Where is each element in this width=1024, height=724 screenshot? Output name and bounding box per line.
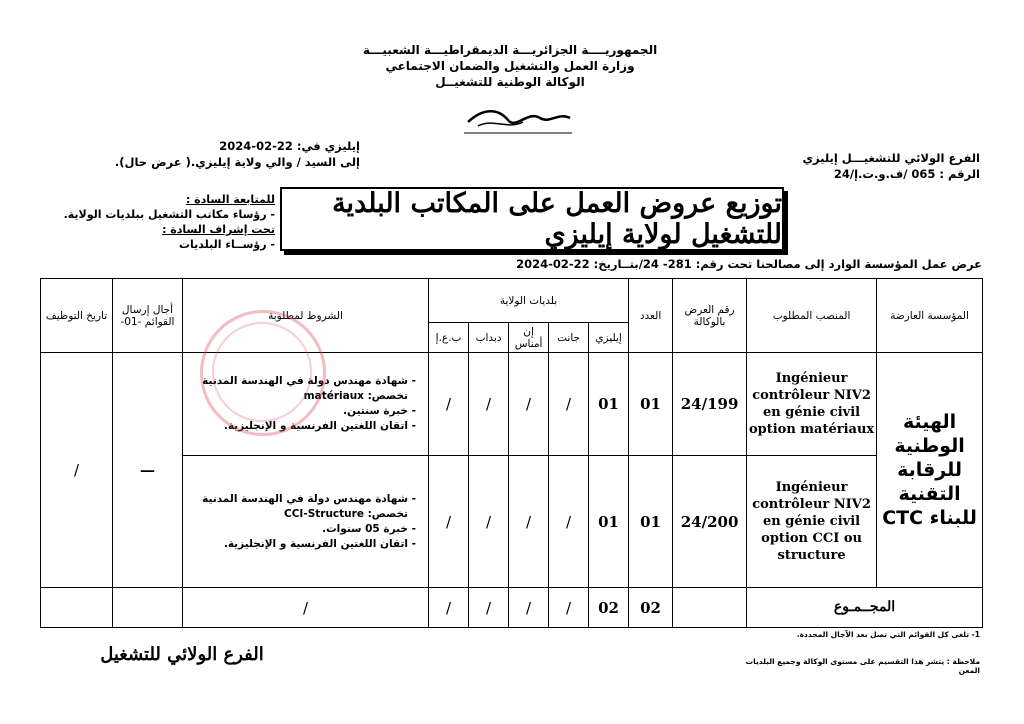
- commune-value: /: [509, 353, 549, 456]
- footnote-1: 1- تلغى كل القوائم التي تصل بعد الآجال المحددة.: [796, 630, 980, 639]
- condition-item: - شهادة مهندس دولة في الهندسة المدنية تخصص: CCI-Structure: [189, 492, 408, 522]
- institution-name: الهيئة الوطنية للرقابة التقنية للبناء CTC: [877, 353, 983, 588]
- branch-block: [780, 150, 980, 182]
- commune-value: 01: [589, 353, 629, 456]
- supervision-heading: تحت إشراف السادة :: [162, 223, 275, 236]
- header-institution: المؤسسة العارضة: [877, 279, 983, 353]
- header-offer-number: رقم العرض بالوكالة: [673, 279, 747, 353]
- total-commune-value: /: [509, 588, 549, 628]
- commune-value: /: [429, 353, 469, 456]
- document-title: توزيع عروض العمل على المكاتب البلدية للتشغيل لولاية إيليزي: [280, 187, 784, 251]
- conditions-cell: [183, 456, 429, 588]
- total-commune-value: /: [469, 588, 509, 628]
- post-name: Ingénieur contrôleur NIV2 en génie civil option CCI ou structure: [747, 456, 877, 588]
- total-commune-value: 02: [589, 588, 629, 628]
- follow-up-block: [60, 192, 275, 252]
- condition-item: - خبرة سنتين.: [189, 404, 408, 419]
- commune-djanet: جانت: [549, 323, 589, 353]
- commune-in-amenas: إن أمناس: [509, 323, 549, 353]
- commune-bordj-omar-driss: ب.ع.إ: [429, 323, 469, 353]
- total-row: [41, 588, 983, 628]
- condition-item: - خبرة 05 سنوات.: [189, 522, 408, 537]
- header-communes: بلديات الولاية: [429, 279, 629, 323]
- total-commune-value: /: [549, 588, 589, 628]
- commune-value: /: [549, 353, 589, 456]
- offer-number: 24/199: [673, 353, 747, 456]
- condition-item: - اتقان اللغتين الفرنسية و الإنجليزية.: [189, 419, 408, 434]
- total-count: 02: [629, 588, 673, 628]
- recipient-line: إلى السيد / والي ولاية إيليزي.( عرض حال).: [114, 155, 360, 169]
- follow-up-line-2: - رؤســاء البلديات: [178, 238, 275, 251]
- signature-block: الفرع الولائي للتشغيل: [100, 644, 264, 665]
- header-post: المنصب المطلوب: [747, 279, 877, 353]
- reference-number: الرقم : 065 /ف.و.ت.إ/24: [833, 167, 980, 181]
- deadline-value: —: [113, 353, 183, 588]
- ministry-line: وزارة العمل والتشغيل والضمان الاجتماعي: [385, 59, 635, 73]
- commune-illizi: إيليزي: [589, 323, 629, 353]
- table-row: [41, 353, 983, 456]
- offer-count: 01: [629, 353, 673, 456]
- header-conditions: الشروط لمطلوبة: [183, 279, 429, 353]
- republic-line: الجمهوريــــة الجزائريـــة الديمقراطيـــة الشعبيـــة: [362, 43, 658, 57]
- header-deadline: أجال إرسال القوائم -01-: [113, 279, 183, 353]
- intro-line: عرض عمل المؤسسة الوارد إلى مصالحنا تحت رقم: 281- 24/بتــاريخ: 22-02-2024: [516, 257, 982, 271]
- condition-item: - شهادة مهندس دولة في الهندسة المدنية تخصص: matériaux: [189, 374, 408, 404]
- commune-debdeb: دبداب: [469, 323, 509, 353]
- footnote-2: ملاحظة : يتشر هذا التقسيم على مستوى الوكالة وجميع البلديات المعن: [745, 657, 980, 675]
- follow-up-line-1: - رؤساء مكاتب التشغيل ببلديات الولاية.: [63, 208, 275, 221]
- commune-value: 01: [589, 456, 629, 588]
- commune-value: /: [549, 456, 589, 588]
- conditions-cell: [183, 353, 429, 456]
- header-count: العدد: [629, 279, 673, 353]
- total-label: المجــمـوع: [747, 588, 983, 628]
- post-name: Ingénieur contrôleur NIV2 en génie civil option matériaux: [747, 353, 877, 456]
- date-block: [70, 138, 360, 170]
- condition-item: - اتقان اللغتين الفرنسية و الإنجليزية.: [189, 537, 408, 552]
- total-offer-blank: [673, 588, 747, 628]
- letterhead: [360, 42, 660, 90]
- branch-name: الفرع الولائي للتشغيـــل إيليزي: [802, 151, 980, 165]
- total-deadline-blank: [113, 588, 183, 628]
- commune-value: /: [509, 456, 549, 588]
- agency-logo-icon: [458, 104, 578, 136]
- header-hire-date: تاريخ التوظيف: [41, 279, 113, 353]
- follow-up-heading: للمتابعة السادة :: [185, 193, 275, 206]
- date-line: إيليزي في: 22-02-2024: [219, 139, 360, 153]
- total-conditions: /: [183, 588, 429, 628]
- offer-number: 24/200: [673, 456, 747, 588]
- hire-date-value: /: [41, 353, 113, 588]
- commune-value: /: [469, 456, 509, 588]
- commune-value: /: [469, 353, 509, 456]
- job-offers-table: [40, 278, 983, 628]
- total-commune-value: /: [429, 588, 469, 628]
- offer-count: 01: [629, 456, 673, 588]
- table-row: [41, 456, 983, 588]
- agency-line: الوكالة الوطنية للتشغيــل: [435, 75, 585, 89]
- total-hire-blank: [41, 588, 113, 628]
- commune-value: /: [429, 456, 469, 588]
